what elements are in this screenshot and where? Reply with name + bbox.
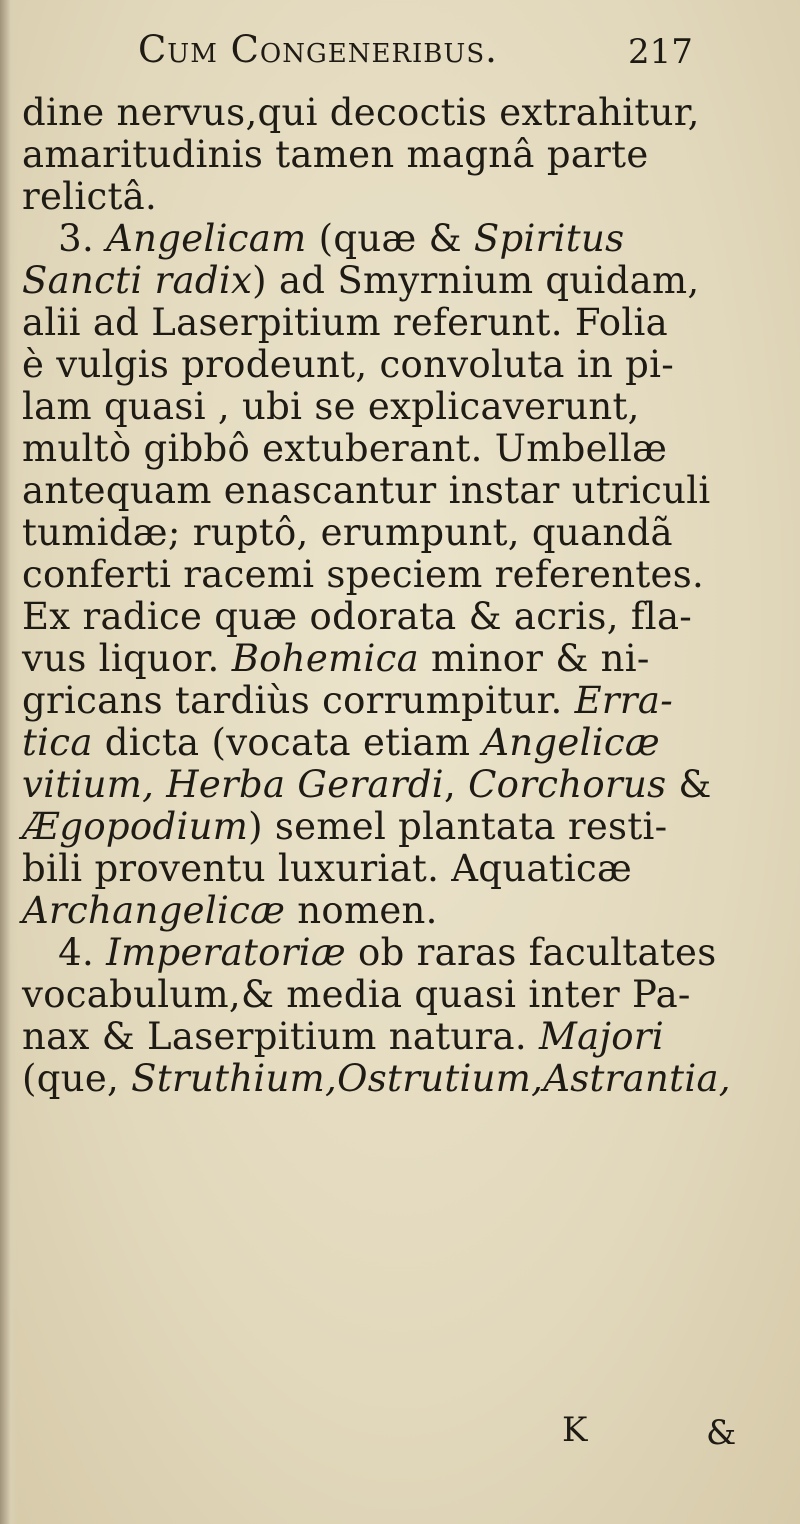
text-segment: ob raras facultates [345, 931, 717, 974]
text-segment: 4. [22, 931, 107, 974]
text-segment: nomen. [285, 889, 438, 932]
text-line [22, 260, 792, 302]
text-segment: relictâ. [22, 175, 158, 218]
text-line [22, 974, 792, 1016]
italic-text-segment: Struthium,Ostrutium,Astrantia, [131, 1057, 731, 1100]
italic-text-segment: Bohemica [231, 637, 419, 680]
text-line [22, 92, 792, 134]
text-segment: gricans tardiùs corrumpitur. [22, 679, 575, 722]
text-line [22, 890, 792, 932]
italic-text-segment: Angelicam [106, 217, 307, 260]
text-segment: (quæ & [306, 217, 474, 260]
text-segment: antequam enascantur instar utriculi [22, 469, 711, 512]
text-segment: dicta (vocata etiam [92, 721, 483, 764]
text-segment: , [443, 763, 469, 806]
italic-text-segment: Majori [538, 1015, 664, 1058]
text-line [22, 806, 792, 848]
text-line [22, 638, 792, 680]
text-line [22, 554, 792, 596]
italic-text-segment: Corchorus [468, 763, 667, 806]
italic-text-segment: tica [22, 721, 93, 764]
italic-text-segment: Sancti radix [22, 259, 253, 302]
text-segment: multò gibbô extuberant. Umbellæ [22, 427, 668, 470]
text-line [22, 596, 792, 638]
text-segment: alii ad Laserpitium referunt. Folia [22, 301, 668, 344]
text-segment: bili proventu luxuriat. Aquaticæ [22, 847, 633, 890]
signature-mark: K [562, 1410, 588, 1450]
text-segment: ) ad Smyrnium quidam, [252, 259, 700, 302]
italic-text-segment: Imperatoriæ [106, 931, 346, 974]
running-header-title: Cum Congeneribus. [138, 28, 498, 71]
text-line [22, 428, 792, 470]
text-segment: vus liquor. [22, 637, 232, 680]
text-line [22, 470, 792, 512]
page-number: 217 [628, 32, 693, 72]
body-text [22, 92, 792, 1100]
text-line [22, 764, 792, 806]
text-segment: dine nervus,qui decoctis extrahitur, [22, 91, 700, 134]
text-line [22, 134, 792, 176]
text-segment: Ex radice quæ odorata & acris, fla- [22, 595, 693, 638]
text-line [22, 344, 792, 386]
italic-text-segment: Erra- [574, 679, 674, 722]
italic-text-segment: Spiritus [473, 217, 625, 260]
text-line [22, 1058, 792, 1100]
text-segment: minor & ni- [418, 637, 650, 680]
text-line [22, 386, 792, 428]
text-segment: ) semel plantata resti- [248, 805, 668, 848]
italic-text-segment: Ægopodium [22, 805, 249, 848]
page-gutter-shadow [0, 0, 18, 1524]
italic-text-segment: vitium, Herba Gerardi [22, 763, 444, 806]
text-segment: vocabulum,& media quasi inter Pa- [22, 973, 691, 1016]
italic-text-segment: Angelicæ [482, 721, 660, 764]
text-segment: amaritudinis tamen magnâ parte [22, 133, 649, 176]
text-line [22, 302, 792, 344]
text-segment: & [666, 763, 712, 806]
catchword: & [706, 1413, 737, 1453]
text-segment: (que, [22, 1057, 132, 1100]
text-line [22, 176, 792, 218]
text-line [22, 848, 792, 890]
text-line [22, 722, 792, 764]
text-segment: conferti racemi speciem referentes. [22, 553, 705, 596]
text-line [22, 1016, 792, 1058]
text-line [22, 218, 792, 260]
text-line [22, 680, 792, 722]
text-segment: nax & Laserpitium natura. [22, 1015, 539, 1058]
text-segment: tumidæ; ruptô, erumpunt, quandã [22, 511, 673, 554]
text-line [22, 512, 792, 554]
text-segment: 3. [22, 217, 107, 260]
italic-text-segment: Archangelicæ [22, 889, 286, 932]
text-segment: lam quasi , ubi se explicaverunt, [22, 385, 640, 428]
text-segment: è vulgis prodeunt, convoluta in pi- [22, 343, 675, 386]
text-line [22, 932, 792, 974]
